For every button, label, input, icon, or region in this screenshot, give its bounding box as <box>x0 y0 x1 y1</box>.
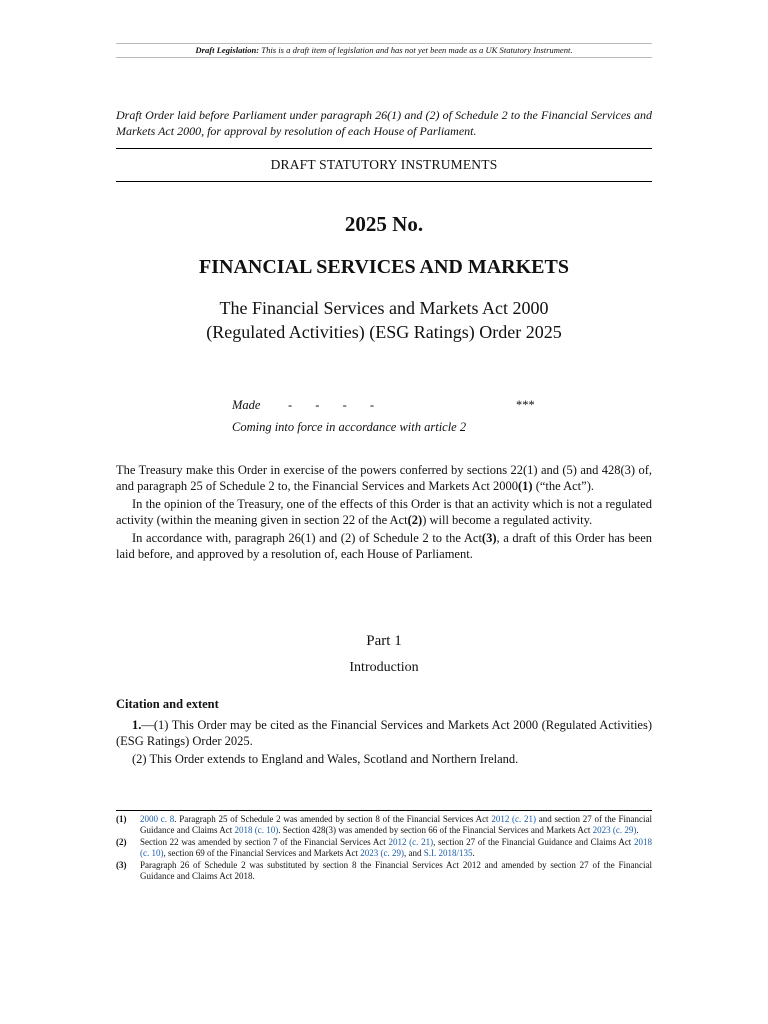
si-number: 2025 No. <box>344 212 424 236</box>
footnote-link[interactable]: 2018 (c. 10) <box>234 824 279 835</box>
footnote-link[interactable]: 2023 (c. 29) <box>592 824 637 835</box>
preamble <box>116 463 652 562</box>
footnote-link[interactable]: 2018 (c. 10) <box>140 836 652 858</box>
series-heading: DRAFT STATUTORY INSTRUMENTS <box>116 148 652 182</box>
footnote-number: (1) <box>116 813 127 824</box>
footnote-number: (2) <box>116 836 127 847</box>
part-heading: Introduction <box>349 660 419 675</box>
order-title-line2: (Regulated Activities) (ESG Ratings) Order 2025 <box>206 322 562 342</box>
footnote-text: Paragraph 26 of Schedule 2 was substituted by section 8 the Financial Services Act 2012 and amended by section 27 of the Financial Guidance and Claims Act 2018. <box>140 859 652 881</box>
footnote-1 <box>116 814 652 836</box>
laid-before-note: Draft Order laid before Parliament under paragraph 26(1) and (2) of Schedule 2 to the Financial Services and Markets Act 2000, for approval by resolution of each House of Parliament. <box>116 108 652 138</box>
coming-into-force: Coming into force in accordance with article 2 <box>232 420 467 434</box>
banner-text: This is a draft item of legislation and has not yet been made as a UK Statutory Instrument. <box>259 45 573 55</box>
article-1 <box>116 718 652 768</box>
footnote-link[interactable]: 2000 c. 8 <box>140 813 175 824</box>
footnote-ref-1[interactable]: (1) <box>517 478 533 493</box>
part-label: Part 1 <box>366 633 402 649</box>
banner-label: Draft Legislation: <box>195 45 260 55</box>
footnote-link[interactable]: 2012 (c. 21) <box>388 836 434 847</box>
preamble-paragraph-3: In accordance with, paragraph 26(1) and (2) of Schedule 2 to the Act(3), a draft of this Order has been laid before, and approved by a resolution of, each House of Parliament. <box>116 531 652 561</box>
footnote-ref-2[interactable]: (2) <box>407 512 423 527</box>
made-label: Made <box>232 398 261 412</box>
footnote-link[interactable]: S.I. 2018/135 <box>423 847 473 858</box>
document-page <box>116 0 652 883</box>
article-1-para-2: (2) This Order extends to England and Wales, Scotland and Northern Ireland. <box>132 752 519 766</box>
footnote-link[interactable]: 2023 (c. 29) <box>360 847 404 858</box>
made-dashes: - - - - <box>288 398 385 412</box>
footnote-link[interactable]: 2012 (c. 21) <box>491 813 537 824</box>
article-1-para-1: 1.—(1) This Order may be cited as the Financial Services and Markets Act 2000 (Regulated Activities) (ESG Ratings) Order 2025. <box>116 718 652 748</box>
footnote-3 <box>116 860 652 882</box>
made-dates <box>116 398 652 442</box>
footnote-2 <box>116 837 652 859</box>
header-bottom-rule <box>116 57 652 58</box>
footnote-ref-3[interactable]: (3) <box>481 531 497 545</box>
order-title <box>116 296 652 344</box>
made-date-value: *** <box>516 398 535 412</box>
footnotes <box>116 814 652 882</box>
footnote-number: (3) <box>116 859 127 870</box>
draft-legislation-banner <box>116 45 652 55</box>
footnote-text: Section 22 was amended by section 7 of the Financial Services Act 2012 (c. 21), section 27 of the Financial Guidance and Claims Act 2018 (c. 10), section 69 of the Financial Services and Markets Act 2023 (c. 29), and S.I. 2018/135. <box>140 836 652 858</box>
order-title-line1: The Financial Services and Markets Act 2000 <box>219 298 549 318</box>
preamble-paragraph-2: In the opinion of the Treasury, one of the effects of this Order is that an activity which is not a regulated activity (within the meaning given in section 22 of the Act(2)) will become a regulated activity. <box>116 497 652 527</box>
article-number: 1. <box>132 718 142 732</box>
footnote-rule <box>116 810 652 811</box>
subject-heading: FINANCIAL SERVICES AND MARKETS <box>199 256 569 278</box>
section-heading: Citation and extent <box>116 697 219 711</box>
preamble-paragraph-1: The Treasury make this Order in exercise of the powers conferred by sections 22(1) and (5) and 428(3) of, and paragraph 25 of Schedule 2 to, the Financial Services and Markets Act 2000(1) (“the Act”). <box>116 463 652 493</box>
header-top-rule <box>116 43 652 44</box>
footnote-text: 2000 c. 8. Paragraph 25 of Schedule 2 was amended by section 8 of the Financial Services Act 2012 (c. 21) and section 27 of the Financial Guidance and Claims Act 2018 (c. 10). Section 428(3) was amended by section 66 of the Financial Services and Markets Act 2023 (c. 29). <box>140 813 652 835</box>
